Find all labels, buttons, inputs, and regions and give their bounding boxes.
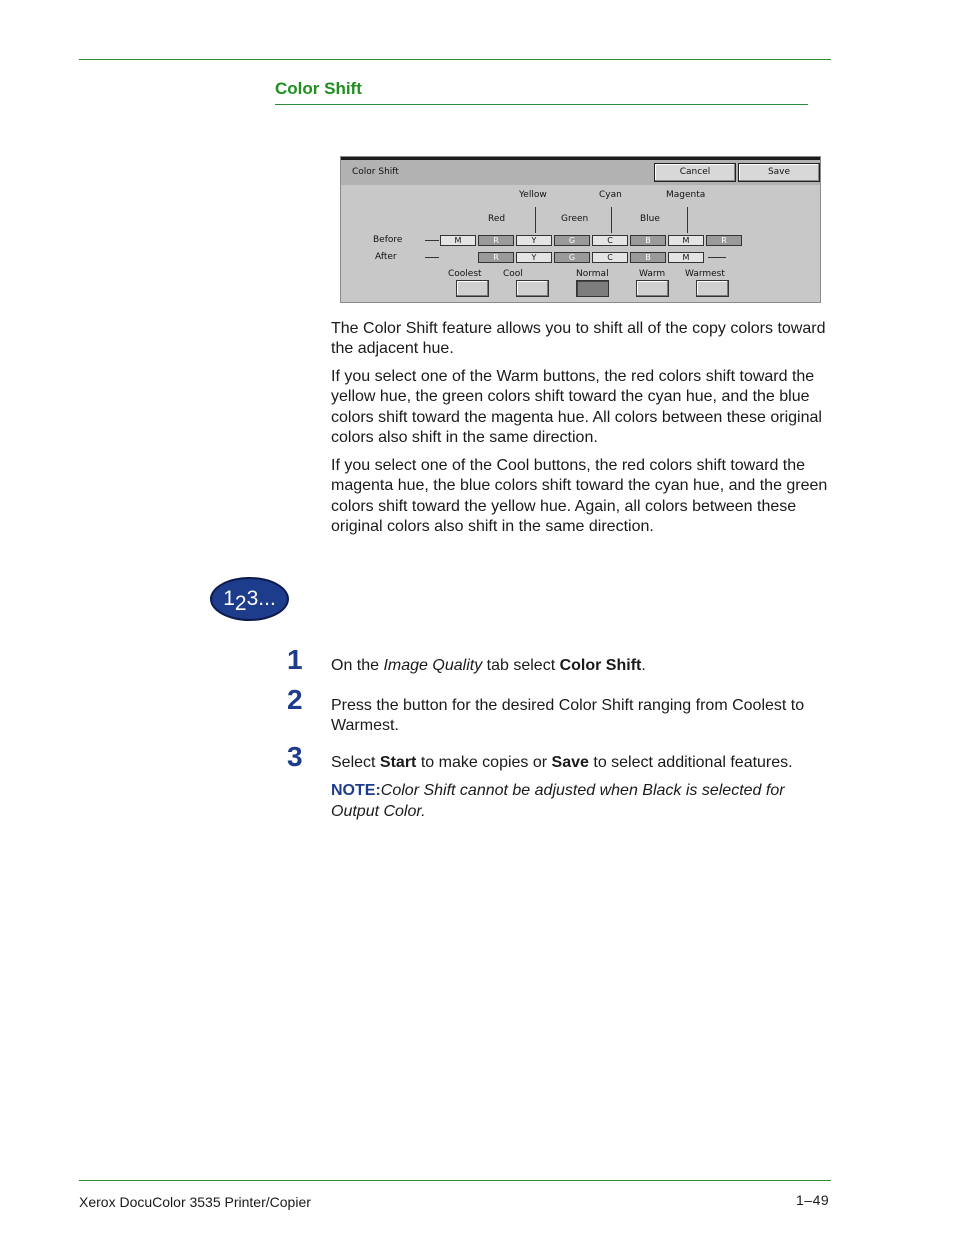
steps-icon-rest: 3... (246, 587, 276, 610)
hue-tick-cyan (611, 207, 612, 233)
after-cell: B (630, 252, 666, 263)
step-text-part: tab select (482, 657, 560, 674)
note (331, 781, 831, 822)
after-cell: M (668, 252, 704, 263)
shift-label-normal: Normal (576, 269, 609, 279)
before-cell: R (706, 235, 742, 246)
shift-label-cool: Cool (503, 269, 523, 279)
normal-button[interactable] (576, 280, 609, 297)
before-cell: B (630, 235, 666, 246)
hue-label-cyan: Cyan (599, 190, 622, 200)
warm-paragraph: If you select one of the Warm buttons, the red colors shift toward the yellow hue, the green colors shift toward the cyan hue, and the blue colors shift toward the magenta hue. All colors between these original colors also shift in the same direction. (331, 368, 822, 446)
section-title: Color Shift (275, 79, 362, 98)
shift-label-warmest: Warmest (685, 269, 725, 279)
steps-icon (210, 577, 289, 621)
shift-label-warm: Warm (639, 269, 666, 279)
page-number: 1–49 (796, 1192, 830, 1208)
after-cell: G (554, 252, 590, 263)
step-1-text (331, 656, 831, 676)
shift-label-coolest: Coolest (448, 269, 482, 279)
warmest-button[interactable] (696, 280, 729, 297)
footer-rule (79, 1180, 831, 1181)
footer-product: Xerox DocuColor 3535 Printer/Copier (79, 1194, 311, 1210)
intro-paragraph: The Color Shift feature allows you to shift all of the copy colors toward the adjacent hue. (331, 320, 826, 358)
cool-button[interactable] (516, 280, 549, 297)
steps-icon-sub-digit: 2 (234, 592, 247, 615)
hue-label-magenta: Magenta (666, 190, 706, 200)
cancel-button[interactable]: Cancel (654, 163, 736, 182)
before-cell: R (478, 235, 514, 246)
step-text-part: Select (331, 754, 380, 771)
hue-tick-magenta (687, 207, 688, 233)
after-cell: C (592, 252, 628, 263)
hue-tick-yellow (535, 207, 536, 233)
step-text-part: to make copies or (416, 754, 552, 771)
hue-label-yellow: Yellow (519, 190, 547, 200)
save-button[interactable]: Save (738, 163, 820, 182)
steps-icon-digit: 1 (223, 587, 235, 610)
before-cell: G (554, 235, 590, 246)
after-label: After (375, 252, 397, 262)
step-number: 2 (287, 684, 303, 715)
step-number: 3 (287, 741, 303, 772)
before-leader-line (425, 240, 439, 241)
step-text-bold: Save (551, 754, 589, 771)
before-cell: M (668, 235, 704, 246)
note-text: Color Shift cannot be adjusted when Black is selected for Output Color. (331, 782, 785, 820)
step-text-part: to select additional features. (588, 754, 793, 771)
title-underline (275, 104, 808, 105)
after-trailing-line (708, 257, 726, 258)
coolest-button[interactable] (456, 280, 489, 297)
cool-paragraph: If you select one of the Cool buttons, the red colors shift toward the magenta hue, the blue colors shift toward the cyan hue, and the green colors shift toward the yellow hue. Again, all colors between these original colors also shift in the same direction. (331, 457, 828, 535)
before-cell: C (592, 235, 628, 246)
step-2-text: Press the button for the desired Color Shift ranging from Coolest to Warmest. (331, 697, 805, 735)
before-label: Before (373, 235, 403, 245)
color-shift-panel (340, 156, 821, 303)
step-text-bold: Color Shift (559, 657, 642, 674)
warm-button[interactable] (636, 280, 669, 297)
step-text-part: . (641, 657, 646, 674)
after-leader-line (425, 257, 439, 258)
hue-label-red: Red (488, 214, 506, 224)
panel-title: Color Shift (352, 167, 399, 177)
step-text-part: On the (331, 657, 384, 674)
hue-label-green: Green (561, 214, 589, 224)
hue-label-blue: Blue (640, 214, 660, 224)
step-3-text (331, 753, 831, 773)
before-cell: Y (516, 235, 552, 246)
step-number: 1 (287, 644, 303, 675)
before-cell: M (440, 235, 476, 246)
step-text-bold: Start (379, 754, 417, 771)
after-cell: Y (516, 252, 552, 263)
step-text-italic: Image Quality (383, 657, 483, 674)
note-label: NOTE: (331, 782, 381, 799)
after-cell: R (478, 252, 514, 263)
header-rule (79, 59, 831, 60)
